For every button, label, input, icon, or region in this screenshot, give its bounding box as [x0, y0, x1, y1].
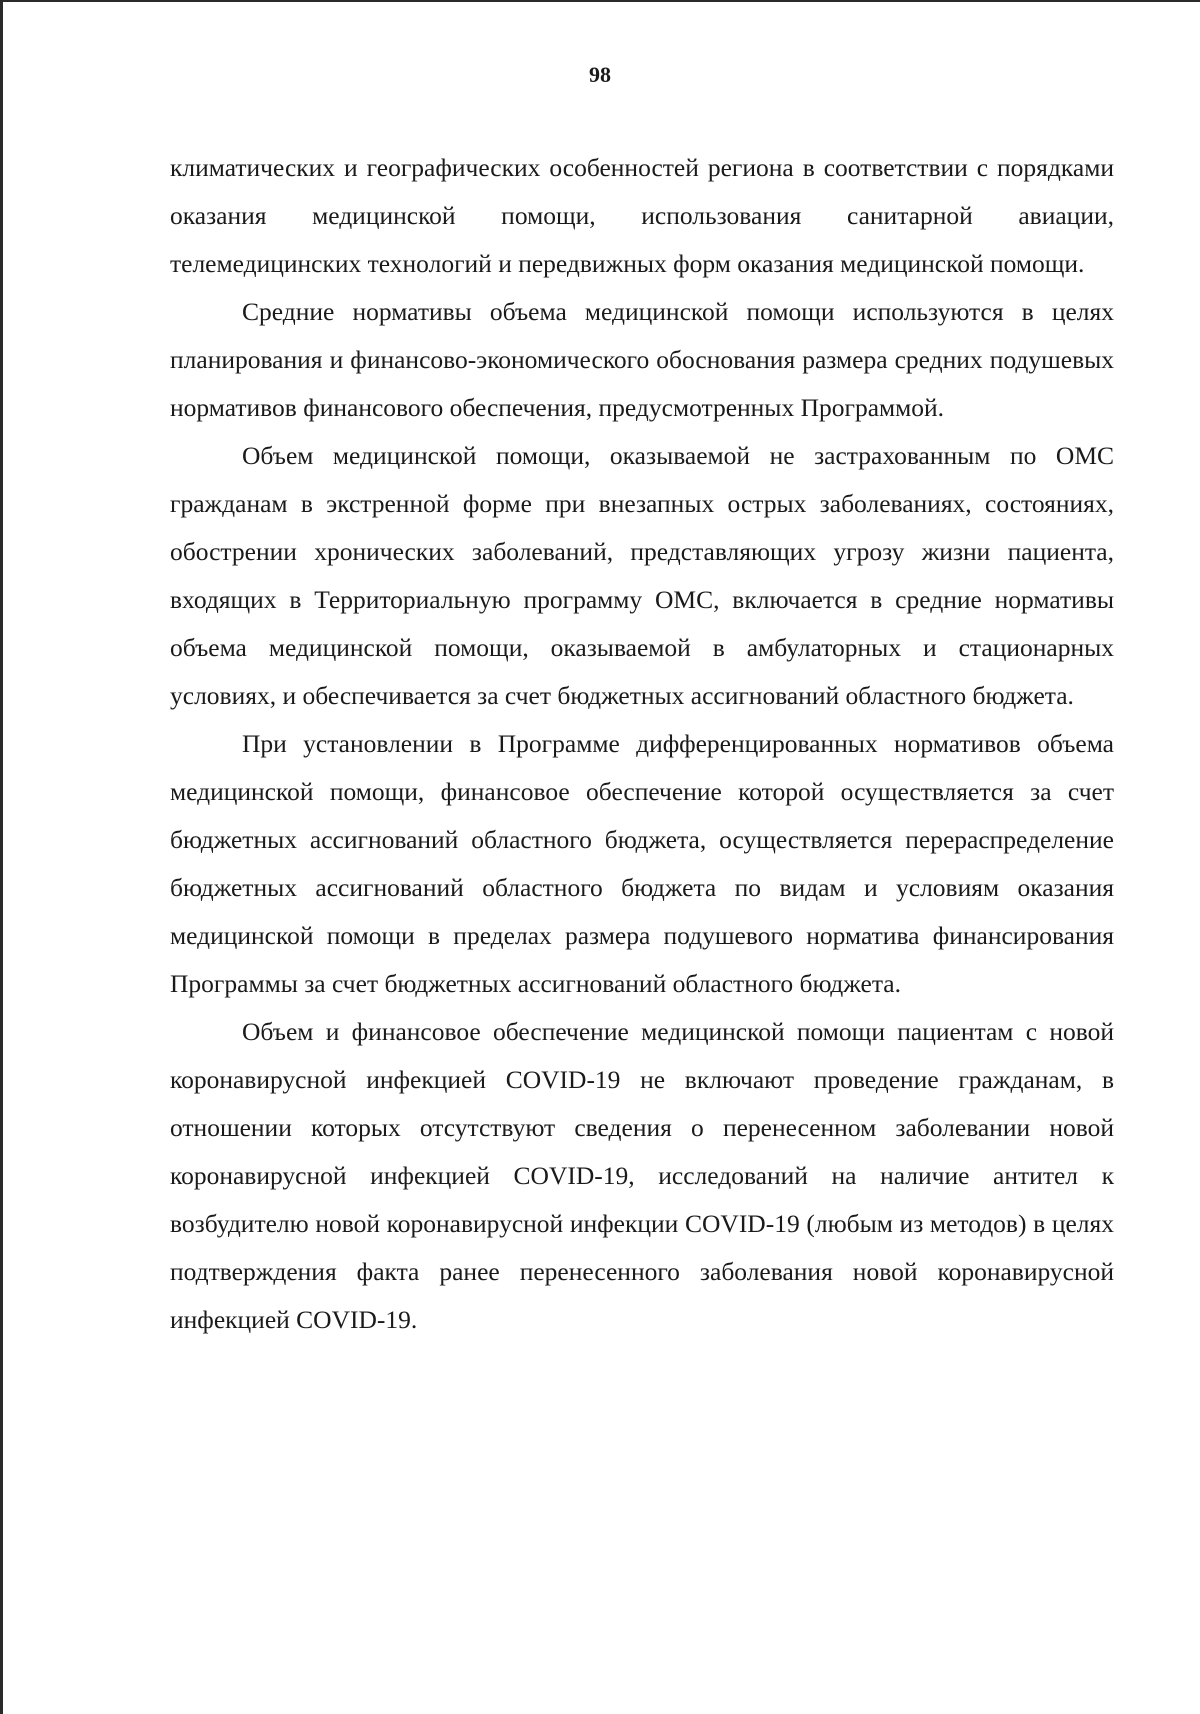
paragraph-5: Объем и финансовое обеспечение медицинской помощи пациентам с новой коронавирусной инфекцией COVID-19 не включают проведение гражданам, в отношении которых отсутствуют сведения о перенесенном заболевании новой коронавирусной инфекцией COVID-19, исследований на наличие антител к возбудителю новой коронавирусной инфекции COVID-19 (любым из методов) в целях подтверждения факта ранее перенесенного заболевания новой коронавирусной инфекцией COVID-19. — [170, 1017, 1114, 1334]
paragraph-1: климатических и географических особенностей региона в соответствии с порядками оказания медицинской помощи, использования санитарной авиации, телемедицинских технологий и передвижных форм оказания медицинской помощи. — [170, 153, 1114, 278]
scan-edge-top — [0, 0, 1200, 2]
paragraph-2: Средние нормативы объема медицинской помощи используются в целях планирования и финансово-экономического обоснования размера средних подушевых нормативов финансового обеспечения, предусмотренных Программой. — [170, 297, 1114, 422]
paragraph-3: Объем медицинской помощи, оказываемой не застрахованным по ОМС гражданам в экстренной форме при внезапных острых заболеваниях, состояниях, обострении хронических заболеваний, представляющих угрозу жизни пациента, входящих в Территориальную программу ОМС, включается в средние нормативы объема медицинской помощи, оказываемой в амбулаторных и стационарных условиях, и обеспечивается за счет бюджетных ассигнований областного бюджета. — [170, 441, 1114, 710]
page-number: 98 — [589, 62, 611, 87]
document-body — [170, 144, 1114, 1344]
paragraph-4: При установлении в Программе дифференцированных нормативов объема медицинской помощи, финансовое обеспечение которой осуществляется за счет бюджетных ассигнований областного бюджета, осуществляется перераспределение бюджетных ассигнований областного бюджета по видам и условиям оказания медицинской помощи в пределах размера подушевого норматива финансирования Программы за счет бюджетных ассигнований областного бюджета. — [170, 729, 1114, 998]
scan-edge-left — [0, 0, 3, 1714]
